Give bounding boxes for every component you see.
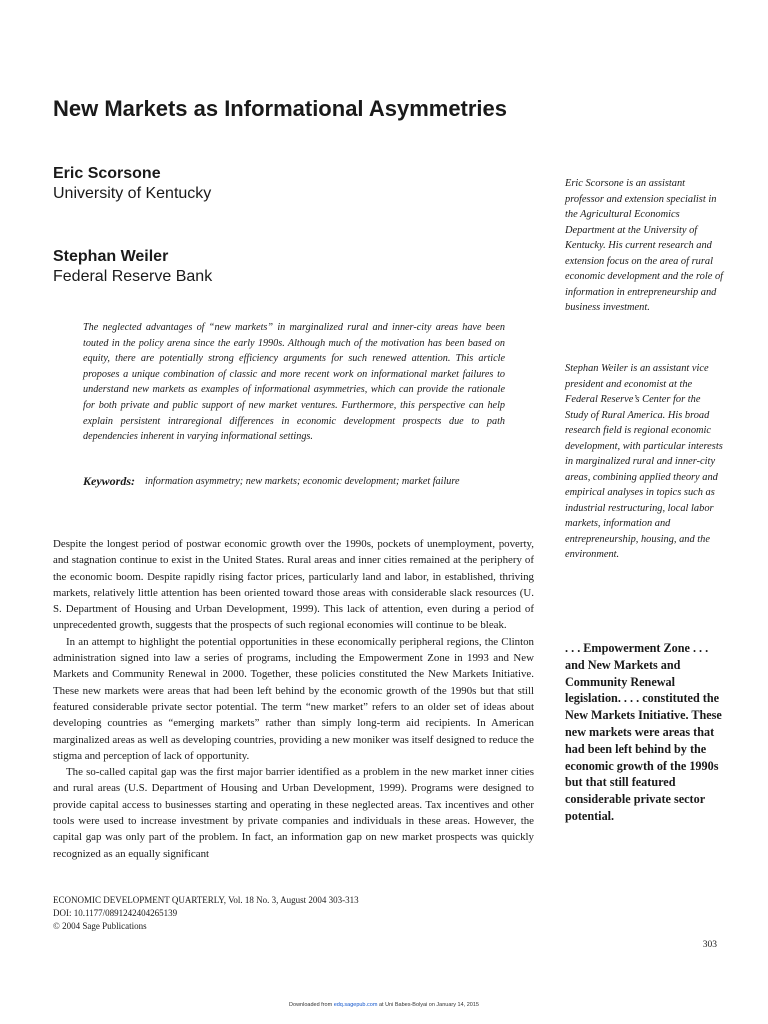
journal-copyright: © 2004 Sage Publications: [53, 921, 147, 931]
keywords-text: information asymmetry; new markets; economic development; market failure: [145, 476, 460, 487]
keywords: [83, 474, 505, 490]
author-affiliation-1: University of Kentucky: [53, 185, 212, 202]
author-name-2: Stephan Weiler: [53, 248, 169, 265]
footer-suffix: at Uni Babes-Bolyai on January 14, 2015: [378, 1002, 479, 1008]
keywords-label: Keywords:: [83, 474, 135, 488]
journal-citation: ECONOMIC DEVELOPMENT QUARTERLY, Vol. 18 No. 3, August 2004 303-313: [53, 895, 359, 905]
journal-doi: DOI: 10.1177/0891242404265139: [53, 908, 178, 918]
body-paragraph-2: In an attempt to highlight the potential opportunities in these economically peripheral regions, the Clinton administration signed into law a series of programs, including the Empowerment Zone in 1993 and New Markets and Community Renewal in 2000. Together, these policies constituted the New Markets Initiative. These new markets were areas that had been left behind by the economic growth of the 1990s but that still featured considerable private sector potential. The term “new market” refers to an older set of ideas about developing countries as “emerging markets” rather than simply long-term aid recipients. In American marginalized areas as well as developing countries, providing a new moniker was itself designed to reduce the stigma and perception of lack of opportunity.: [53, 635, 534, 762]
body-paragraph-3: The so-called capital gap was the first major barrier identified as a problem in the new market inner cities and rural areas (U.S. Department of Housing and Urban Development, 1999). Programs were designed to provide capital access to businesses starting and operating in these neglected areas. Tax incentives and other tools were used to increase investment by private companies and individuals in these areas. However, the capital gap was only part of the problem. In fact, an information gap on new market prospects was quickly recognized as an equally significant: [53, 766, 534, 860]
article-body: [53, 536, 534, 862]
pull-quote: . . . Empowerment Zone . . . and New Markets and Community Renewal legislation. . . . constituted the New Markets Initiative. These new markets were areas that had been left behind by the economic growth of the 1990s but that still featured considerable private sector potential.: [565, 641, 722, 823]
body-paragraph-1: Despite the longest period of postwar economic growth over the 1990s, pockets of unemployment, poverty, and stagnation continue to exist in the United States. Rural areas and inner cities remained at the periphery of the economic boom. Despite rapidly rising factor prices, particularly land and labor, in established, thriving markets, relatively little attention has been oriented toward those areas with considerable slack resources (U. S. Department of Housing and Urban Development, 1999). This lack of attention, even during a period of unprecedented growth, suggests that the prospects of such regional economies will continue to be bleak.: [53, 538, 534, 632]
author-name-1: Eric Scorsone: [53, 165, 161, 182]
download-footer: [0, 1002, 768, 1008]
footer-link[interactable]: edq.sagepub.com: [333, 1002, 378, 1008]
author-bio-1: Eric Scorsone is an assistant professor and extension specialist in the Agricultural Economics Department at the University of Kentucky. His current research and extension focus on the area of rural economic development and the role of information in entrepreneurship and business investment.: [565, 178, 724, 313]
page-number: 303: [702, 940, 717, 950]
abstract: The neglected advantages of “new markets” in marginalized rural and inner-city areas have been touted in the policy arena since the early 1990s. Although much of the motivation has been based on equity, there are potentially strong efficiency arguments for such renewed attention. This article proposes a unique combination of classic and more recent work on informational market failures to understand new markets as examples of informational asymmetries, which can provide the rationale for both private and public support of new market ventures. Furthermore, this perspective can help explain persistent intraregional differences in economic development prospects due to path dependencies inherent in varying informational settings.: [83, 322, 505, 443]
author-affiliation-2: Federal Reserve Bank: [53, 268, 213, 285]
author-bio-2: Stephan Weiler is an assistant vice president and economist at the Federal Reserve’s Center for the Study of Rural America. His broad research field is regional economic development, with particular interests in marginalized rural and inner-city areas, combining applied theory and empirical analyses in topics such as industrial restructuring, local labor markets, information and entrepreneurship, housing, and the environment.: [565, 363, 723, 560]
journal-info: [53, 894, 359, 933]
footer-prefix: Downloaded from: [289, 1002, 333, 1008]
article-title: New Markets as Informational Asymmetries: [53, 96, 508, 121]
